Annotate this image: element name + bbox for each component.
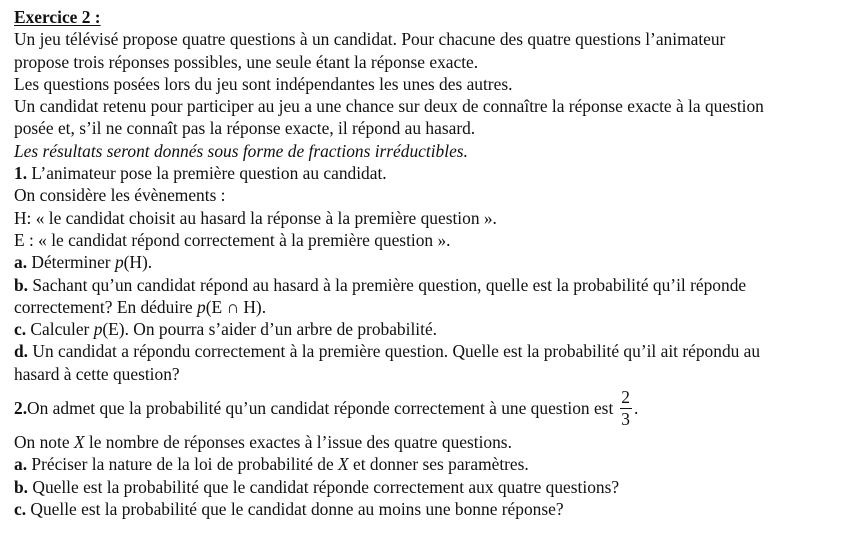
question-1a-end: (H).	[123, 252, 153, 273]
question-1c-text: Calculer	[26, 319, 94, 340]
question-2b	[14, 476, 844, 498]
question-2a-end: et donner ses paramètres.	[348, 454, 529, 475]
question-1c-label: c.	[14, 319, 27, 340]
events-intro: On considère les évènements :	[14, 185, 226, 206]
probability-symbol: p	[114, 252, 124, 273]
question-2c	[14, 498, 844, 520]
question-1	[14, 162, 844, 184]
question-1b-label: b.	[14, 274, 29, 295]
question-1c-end: (E). On pourra s’aider d’un arbre de probabilité.	[102, 319, 438, 340]
exercise-title: Exercice 2 :	[14, 7, 101, 27]
question-1a	[14, 251, 844, 273]
question-2c-label: c.	[14, 498, 27, 519]
variable-x-intro-after: le nombre de réponses exactes à l’issue des quatre questions.	[84, 432, 512, 453]
question-1b-end: (E ∩ H).	[205, 296, 267, 317]
exercise-document	[14, 6, 844, 520]
question-2	[14, 385, 844, 431]
intro-line-3: Les questions posées lors du jeu sont indépendantes les unes des autres.	[14, 73, 513, 94]
question-1d-line-2: hasard à cette question?	[14, 363, 180, 384]
intro-line-2: propose trois réponses possibles, une seule étant la réponse exacte.	[14, 51, 479, 72]
question-2a-label: a.	[14, 454, 28, 475]
variable-x: X	[73, 432, 85, 453]
question-1b-line-2	[14, 296, 844, 318]
intro-line-1: Un jeu télévisé propose quatre questions à un candidat. Pour chacune des quatre questions l’animateur	[14, 29, 726, 50]
question-1-number: 1.	[14, 163, 28, 184]
event-h: H: « le candidat choisit au hasard la réponse à la première question ».	[14, 207, 497, 228]
question-2a	[14, 453, 844, 475]
probability-symbol: p	[196, 296, 206, 317]
question-2b-label: b.	[14, 476, 29, 497]
variable-x-intro-before: On note	[14, 432, 74, 453]
fraction-numerator: 2	[621, 386, 630, 407]
question-1a-label: a.	[14, 252, 28, 273]
fraction-period: .	[634, 397, 639, 418]
question-2-number: 2.	[14, 397, 28, 418]
question-1d-line-1	[14, 340, 844, 362]
question-2a-text: Préciser la nature de la loi de probabilité de	[27, 454, 339, 475]
question-2-text: On admet que la probabilité qu’un candidat réponde correctement à une question est	[27, 397, 614, 418]
fraction-denominator: 3	[621, 408, 630, 429]
question-1b-text-2: correctement? En déduire	[14, 296, 197, 317]
question-1b-line-1	[14, 274, 844, 296]
question-1d-text: Un candidat a répondu correctement à la première question. Quelle est la probabilité qu’il ait répondu au	[28, 341, 761, 362]
variable-x-intro	[14, 431, 844, 453]
question-2c-text: Quelle est la probabilité que le candidat donne au moins une bonne réponse?	[26, 498, 564, 519]
question-1d-label: d.	[14, 341, 29, 362]
intro-line-4: Un candidat retenu pour participer au jeu a une chance sur deux de connaître la réponse exacte à la question	[14, 96, 764, 117]
results-note: Les résultats seront donnés sous forme de fractions irréductibles.	[14, 140, 468, 161]
fraction-two-thirds	[619, 388, 632, 429]
question-1a-text: Déterminer	[27, 252, 115, 273]
event-e: E : « le candidat répond correctement à la première question ».	[14, 229, 451, 250]
variable-x: X	[338, 454, 349, 475]
intro-line-5: posée et, s’il ne connaît pas la réponse exacte, il répond au hasard.	[14, 118, 476, 139]
probability-symbol: p	[93, 319, 103, 340]
question-1-text: L’animateur pose la première question au candidat.	[27, 163, 387, 184]
question-1b-text: Sachant qu’un candidat répond au hasard à la première question, quelle est la probabilité qu’il réponde	[28, 274, 747, 295]
question-2b-text: Quelle est la probabilité que le candidat réponde correctement aux quatre questions?	[28, 476, 620, 497]
question-1c	[14, 318, 844, 340]
